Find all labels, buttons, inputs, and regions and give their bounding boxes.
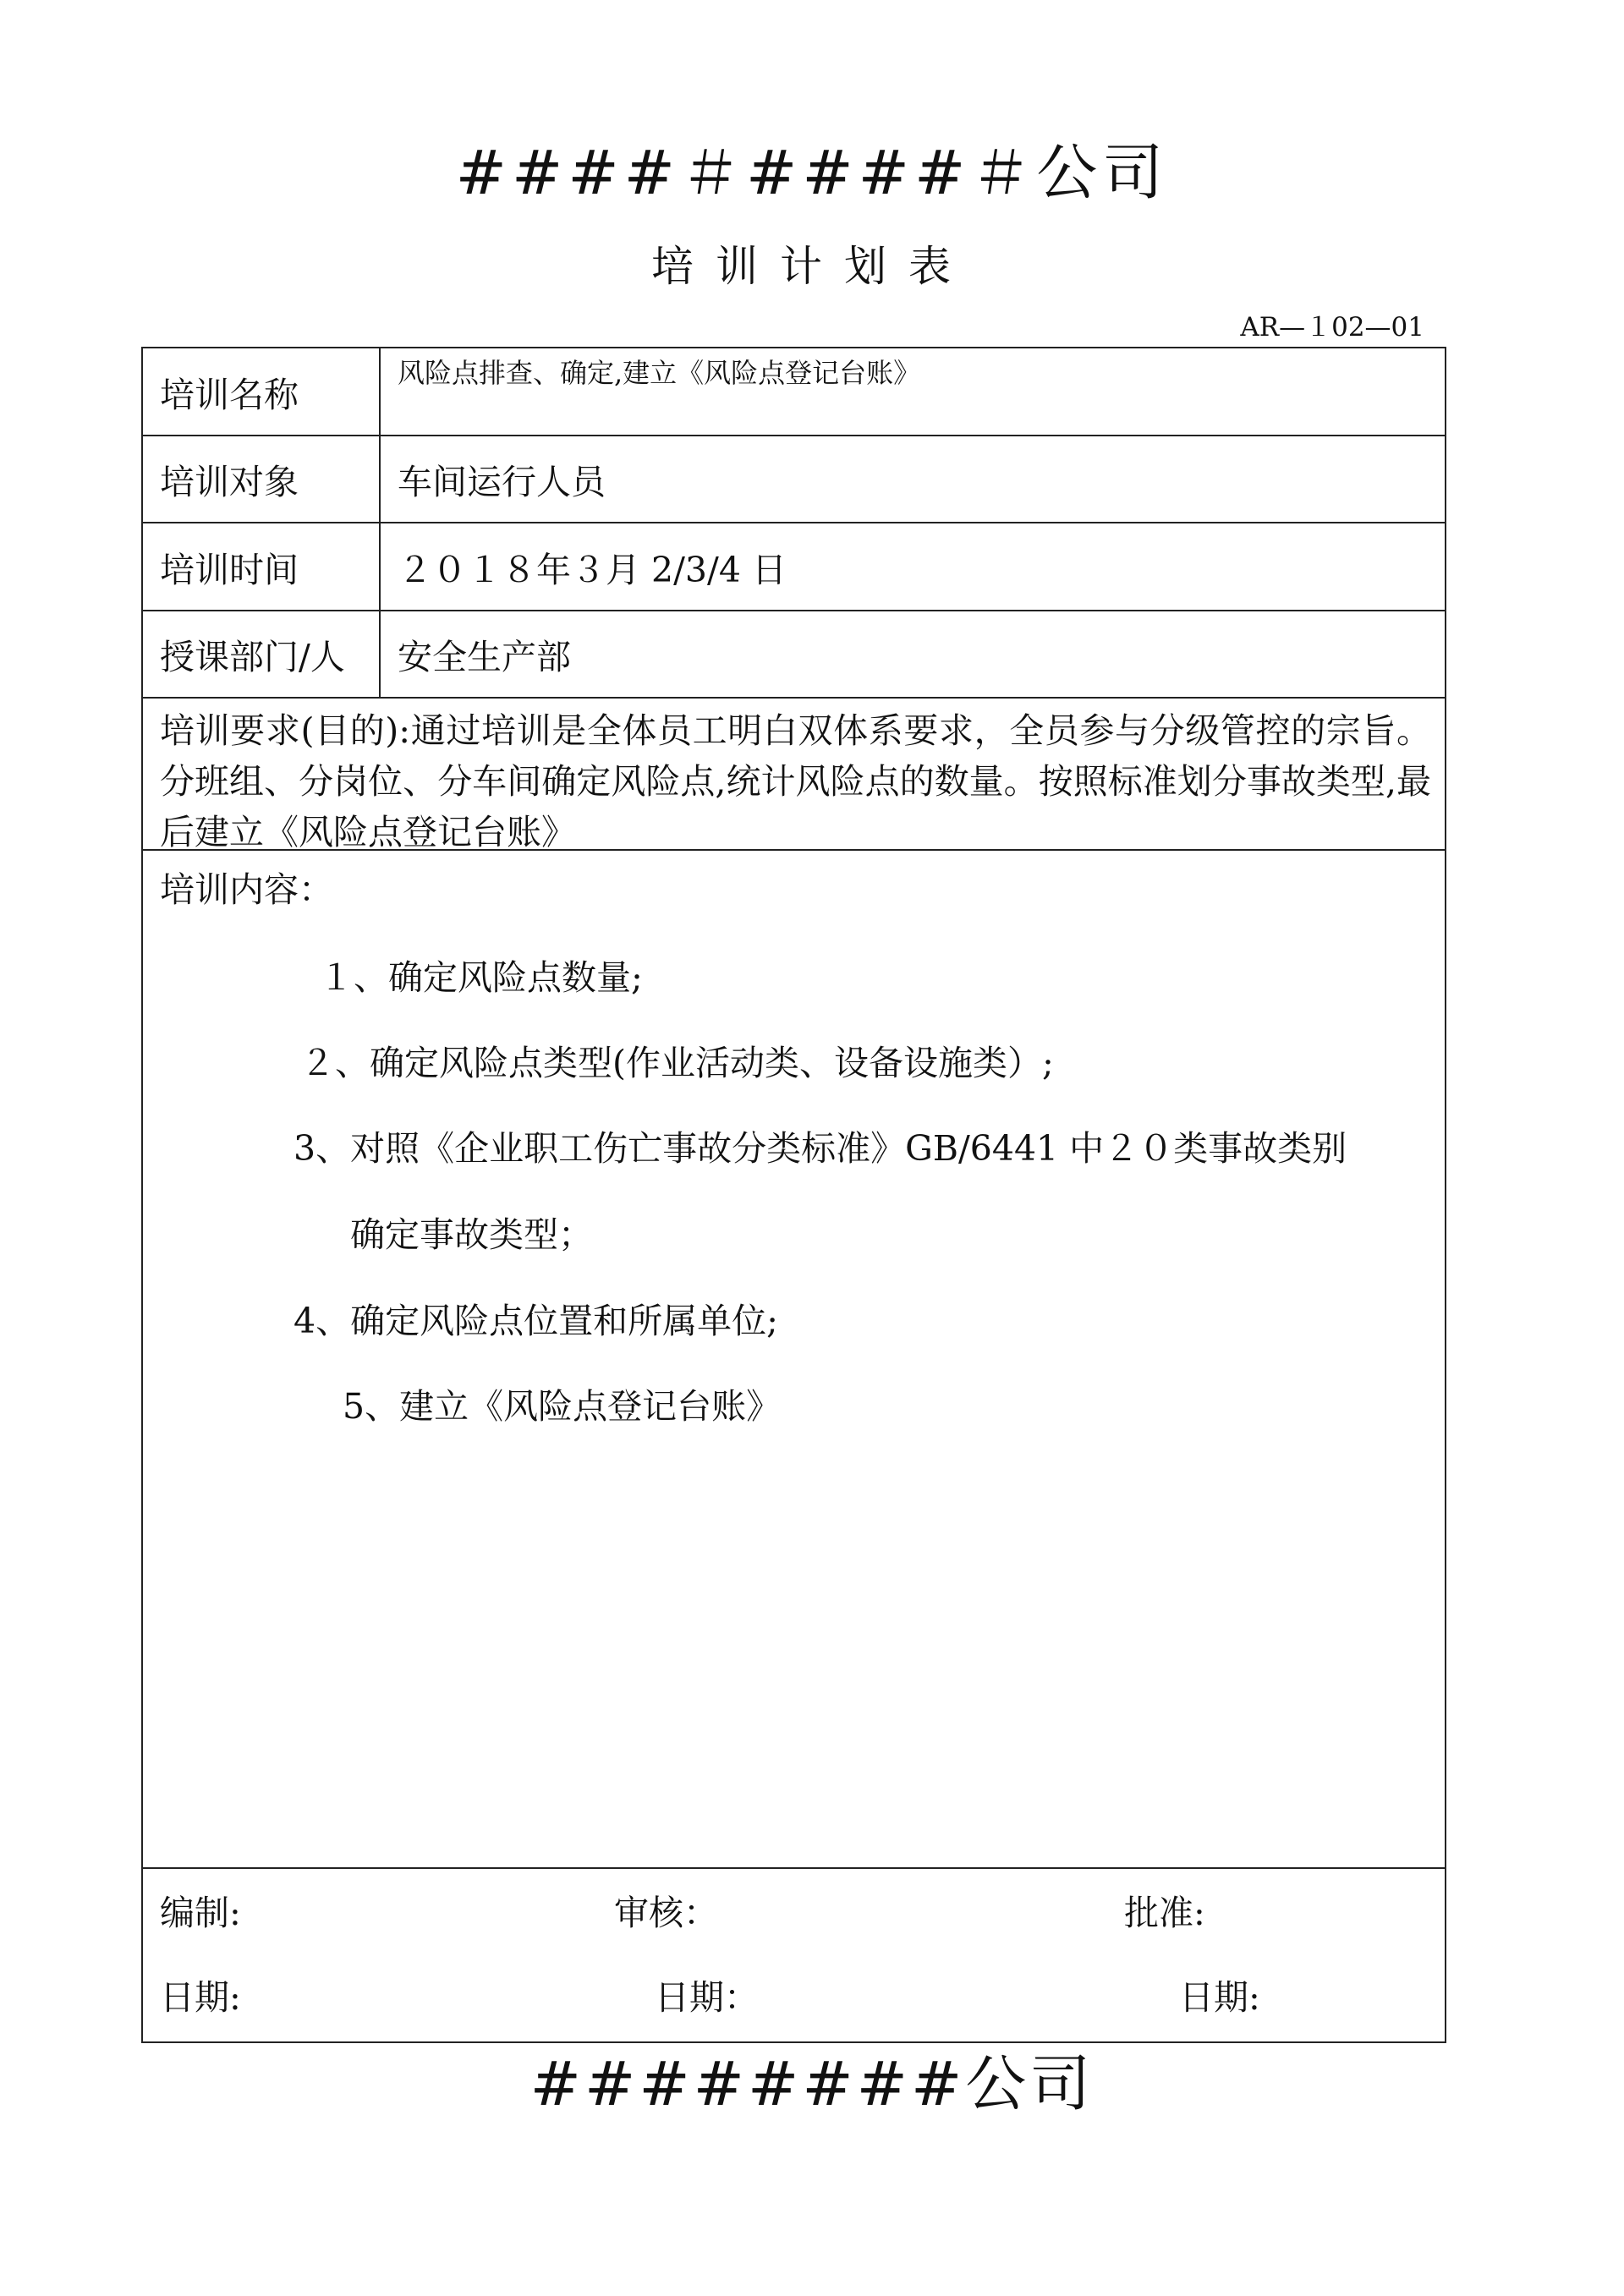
- company-title: ####＃####＃公司: [455, 137, 1169, 208]
- content-title: 培训内容：: [160, 869, 333, 910]
- content-item: 3、对照《企业职工伤亡事故分类标准》GB/6441 中２０类事故类别: [294, 1128, 1347, 1169]
- company-footer: ########公司: [529, 2048, 1095, 2119]
- label-instructor: 授课部门/人: [143, 611, 381, 697]
- label-training-time: 培训时间: [143, 523, 381, 610]
- row-content: [143, 851, 1445, 1869]
- label-training-name: 培训名称: [143, 348, 381, 435]
- value-training-time: ２０１８年３月 2/3/4 日: [398, 549, 787, 590]
- label-training-target: 培训对象: [143, 436, 381, 522]
- content-item: ２、确定风险点类型(作业活动类、设备设施类）;: [300, 1043, 1054, 1083]
- row-training-time: [143, 523, 1445, 611]
- document-code: AR—１02—01: [1240, 312, 1424, 342]
- row-instructor: [143, 611, 1445, 699]
- date-label-1: 日期:: [160, 1977, 241, 2018]
- value-instructor: 安全生产部: [398, 637, 571, 677]
- content-item: 5、建立《风险点登记台账》: [343, 1386, 782, 1427]
- approved-by-label: 批准:: [1124, 1893, 1205, 1933]
- reviewed-by-label: 审核：: [614, 1893, 718, 1933]
- content-item: １、确定风险点数量;: [319, 957, 643, 998]
- value-training-name: 风险点排查、确定,建立《风险点登记台账》: [398, 357, 921, 389]
- date-label-2: 日期：: [655, 1977, 759, 2018]
- training-plan-form: [141, 347, 1446, 2043]
- content-item: 4、确定风险点位置和所属单位;: [294, 1301, 778, 1341]
- row-requirement: [143, 699, 1445, 851]
- row-training-name: [143, 348, 1445, 436]
- content-item: 确定事故类型；: [350, 1214, 593, 1255]
- date-label-3: 日期:: [1179, 1977, 1260, 2018]
- row-training-target: [143, 436, 1445, 523]
- training-requirement: 培训要求(目的):通过培训是全体员工明白双体系要求，全员参与分级管控的宗旨。分班组、分岗位、分车间确定风险点,统计风险点的数量。按照标准划分事故类型,最后建立《风险点登记台账》: [160, 710, 1431, 852]
- value-training-target: 车间运行人员: [398, 462, 606, 502]
- prepared-by-label: 编制:: [160, 1893, 241, 1933]
- document-title: 培训计划表: [651, 242, 973, 291]
